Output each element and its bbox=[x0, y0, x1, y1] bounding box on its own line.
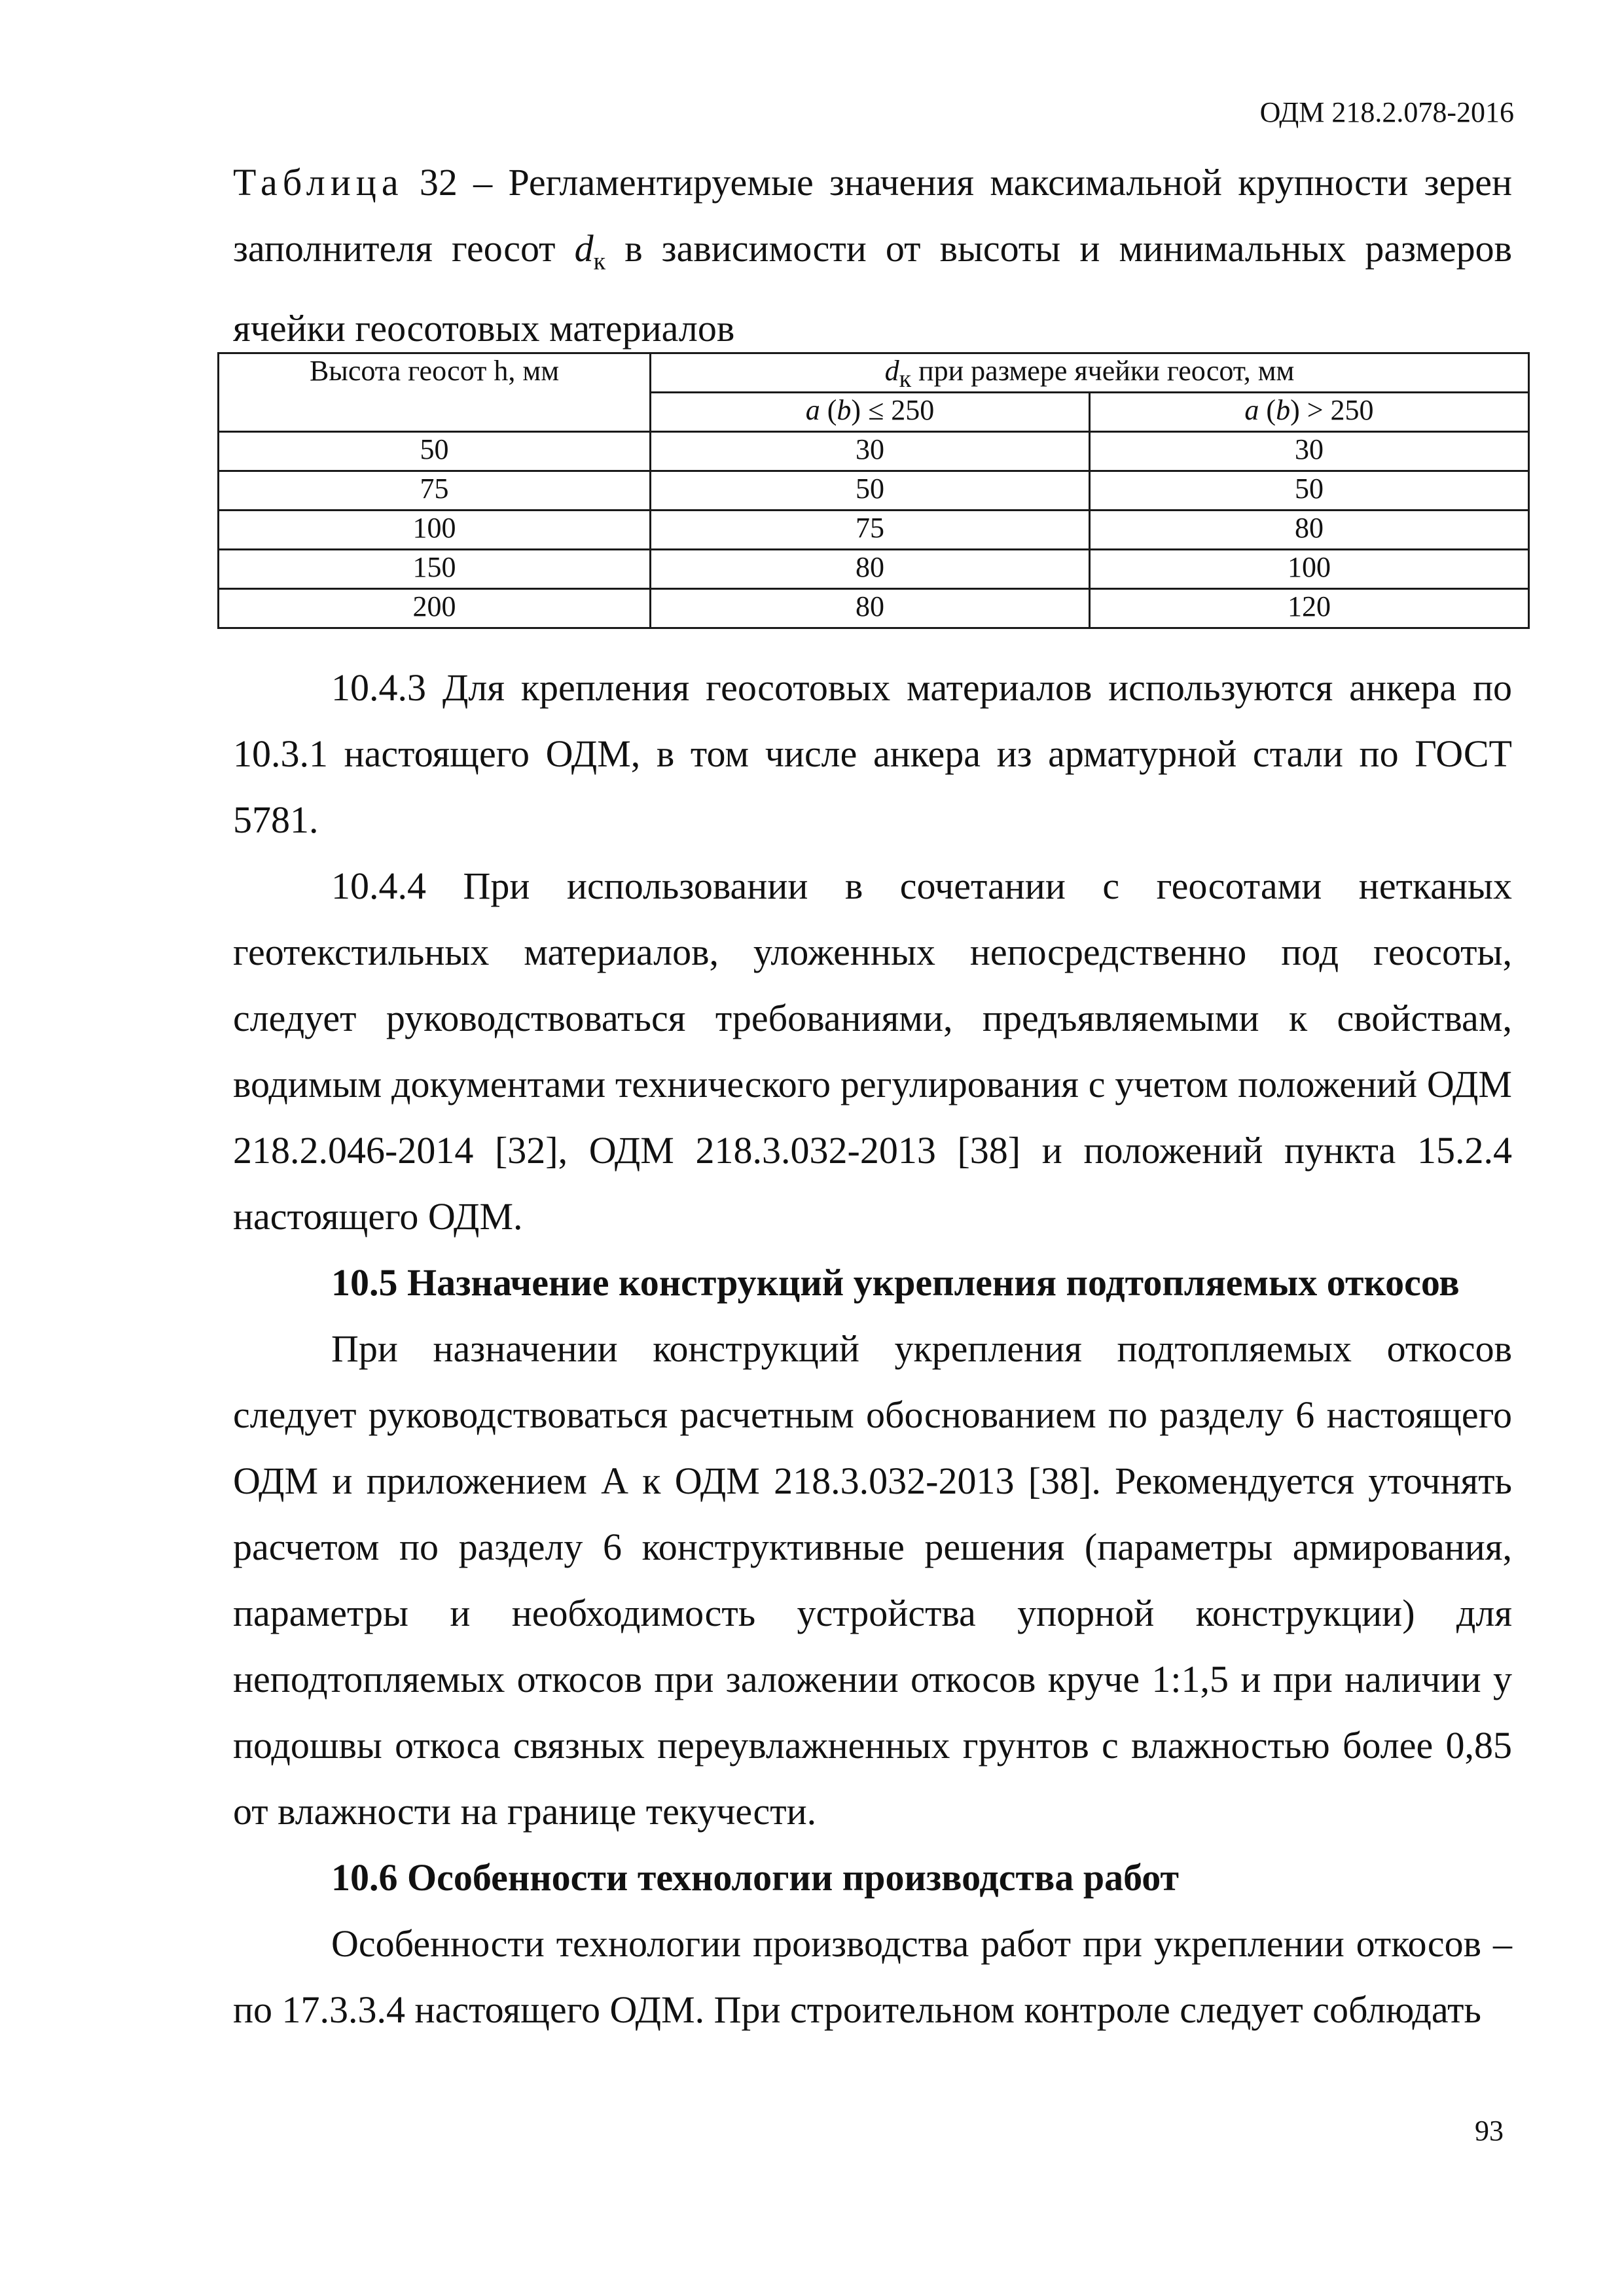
header-height: Высота геосот h, мм bbox=[219, 353, 651, 432]
table-row bbox=[219, 432, 1529, 471]
table-caption bbox=[233, 149, 1512, 361]
heading-10-6: 10.6 Особенности технологии производства работ bbox=[331, 1856, 1180, 1899]
table-caption-post: в зависимости от высоты и минимальных размеров ячейки геосотовых материалов bbox=[233, 227, 1512, 350]
paragraph-10-4-4: 10.4.4 При использовании в сочетании с геосотами нетканых геотекстильных материалов, уложенных непосредственно под геосоты, следует руководствоваться требованиями, предъявляемыми к свойствам, водимым документами технического регулирования с учетом положений ОДМ 218.2.046-2014 [32], ОДМ 218.3.032-2013 [38] и положений пункта 15.2.4 настоящего ОДМ. bbox=[233, 865, 1512, 1238]
cell-le: 30 bbox=[651, 432, 1090, 471]
body-text bbox=[233, 655, 1512, 2043]
table-row bbox=[219, 589, 1529, 628]
cell-gt: 50 bbox=[1090, 471, 1529, 511]
subheader-le-250: a (b) ≤ 250 bbox=[651, 393, 1090, 432]
subheader-gt-250: a (b) > 250 bbox=[1090, 393, 1529, 432]
dk-symbol: $d_к$ bbox=[574, 227, 606, 276]
document-code: ОДМ 218.2.078-2016 bbox=[1259, 96, 1514, 128]
cell-le: 75 bbox=[651, 511, 1090, 550]
cell-gt: 100 bbox=[1090, 550, 1529, 589]
header-dk: $d_к$ при размере ячейки геосот, мм bbox=[651, 353, 1529, 393]
cell-height: 100 bbox=[219, 511, 651, 550]
table-caption-number: 32 bbox=[419, 161, 458, 204]
table-caption-pre: – Регламентируемые значения максимальной крупности зерен заполнителя геосот bbox=[233, 161, 1513, 270]
table-header-row bbox=[219, 353, 1529, 393]
paragraph-10-6: Особенности технологии производства работ при укреплении откосов – по 17.3.3.4 настоящего ОДМ. При строительном контроле следует соблюдать bbox=[233, 1922, 1512, 2031]
cell-gt: 120 bbox=[1090, 589, 1529, 628]
paragraph-10-4-3: 10.4.3 Для крепления геосотовых материалов используются анкера по 10.3.1 настоящего ОДМ, в том числе анкера из арматурной стали по ГОСТ 5781. bbox=[233, 666, 1512, 841]
grain-size-table bbox=[217, 352, 1530, 629]
page-number: 93 bbox=[1475, 2115, 1504, 2147]
table-caption-label: Таблица bbox=[233, 161, 404, 204]
cell-height: 150 bbox=[219, 550, 651, 589]
heading-10-5: 10.5 Назначение конструкций укрепления подтопляемых откосов bbox=[331, 1261, 1460, 1304]
paragraph-10-5: При назначении конструкций укрепления подтопляемых откосов следует руководствоваться расчетным обоснованием по разделу 6 настоящего ОДМ и приложением А к ОДМ 218.3.032-2013 [38]. Рекомендуется уточнять расчетом по разделу 6 конструктивные решения (параметры армирования, параметры и необходимость устройства упорной конструкции) для неподтопляемых откосов при заложении откосов круче 1:1,5 и при наличии у подошвы откоса связных переувлажненных грунтов с влажностью более 0,85 от влажности на границе текучести. bbox=[233, 1327, 1512, 1833]
cell-gt: 80 bbox=[1090, 511, 1529, 550]
cell-le: 80 bbox=[651, 589, 1090, 628]
cell-height: 50 bbox=[219, 432, 651, 471]
cell-le: 50 bbox=[651, 471, 1090, 511]
cell-height: 200 bbox=[219, 589, 651, 628]
cell-height: 75 bbox=[219, 471, 651, 511]
table-row bbox=[219, 471, 1529, 511]
table-row bbox=[219, 550, 1529, 589]
table-caption-text bbox=[233, 149, 1512, 361]
cell-gt: 30 bbox=[1090, 432, 1529, 471]
cell-le: 80 bbox=[651, 550, 1090, 589]
table-row bbox=[219, 511, 1529, 550]
